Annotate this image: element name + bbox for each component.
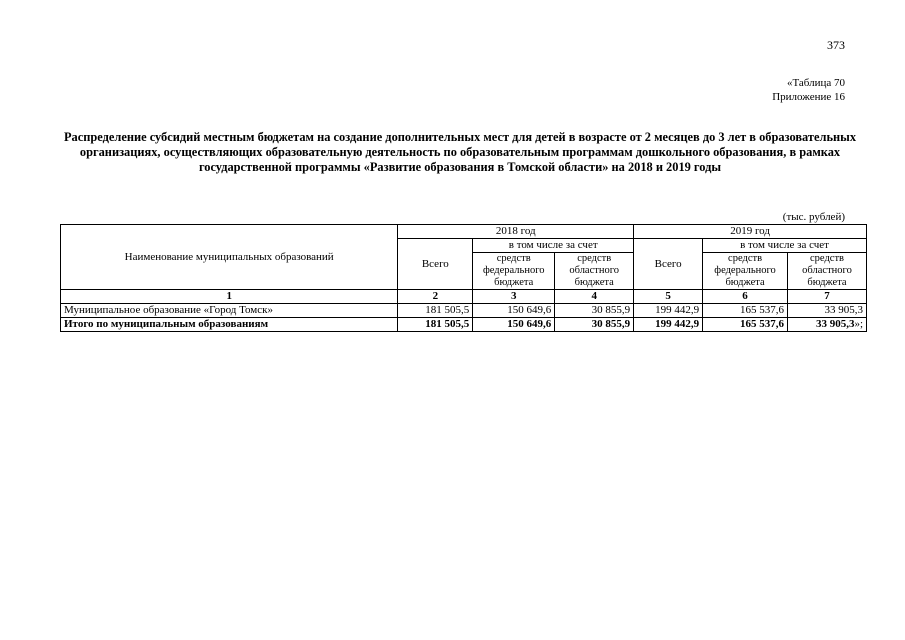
total-2018-regional: 30 855,9 — [555, 318, 634, 332]
column-number: 3 — [473, 290, 555, 304]
page-number: 373 — [827, 38, 845, 52]
row-2018-total: 181 505,5 — [398, 304, 473, 318]
header-including-2019: в том числе за счет — [703, 239, 867, 253]
total-2019-total: 199 442,9 — [634, 318, 703, 332]
column-number: 4 — [555, 290, 634, 304]
column-numbers-row — [61, 290, 867, 304]
row-2019-total: 199 442,9 — [634, 304, 703, 318]
header-including-2018: в том числе за счет — [473, 239, 634, 253]
header-year-2018: 2018 год — [398, 225, 634, 239]
annex-label — [772, 76, 845, 104]
table-row — [61, 304, 867, 318]
row-municipality-name: Муниципальное образование «Город Томск» — [61, 304, 398, 318]
total-2019-regional: 33 905,3 — [815, 318, 855, 330]
total-row-label: Итого по муниципальным образованиям — [61, 318, 398, 332]
row-2018-federal: 150 649,6 — [473, 304, 555, 318]
total-2018-federal: 150 649,6 — [473, 318, 555, 332]
total-2019-federal: 165 537,6 — [703, 318, 788, 332]
header-federal-2019: средств федерального бюджета — [703, 253, 788, 290]
column-number: 5 — [634, 290, 703, 304]
annex-appendix-label: Приложение 16 — [772, 91, 845, 103]
header-row-years — [61, 225, 867, 239]
header-regional-2019: средств областного бюджета — [788, 253, 867, 290]
header-federal-2018: средств федерального бюджета — [473, 253, 555, 290]
total-row — [61, 318, 867, 332]
column-number: 7 — [788, 290, 867, 304]
column-number: 1 — [61, 290, 398, 304]
document-title: Распределение субсидий местным бюджетам на создание дополнительных мест для детей в возрасте от 2 месяцев до 3 лет в образовательных организациях, осуществляющих образовательную деятельность по образовательным программам дошкольного образования, в рамках государственной программы «Развитие образования в Томской области» на 2018 и 2019 годы — [63, 130, 857, 174]
column-number: 2 — [398, 290, 473, 304]
row-2019-regional: 33 905,3 — [788, 304, 867, 318]
budget-table — [60, 224, 867, 332]
total-2019-regional-cell — [788, 318, 867, 332]
header-year-2019: 2019 год — [634, 225, 867, 239]
annex-table-label: «Таблица 70 — [786, 77, 845, 89]
units-label: (тыс. рублей) — [782, 211, 845, 223]
row-2018-regional: 30 855,9 — [555, 304, 634, 318]
total-2018-total: 181 505,5 — [398, 318, 473, 332]
header-total-2019: Всего — [634, 239, 703, 290]
row-2019-federal: 165 537,6 — [703, 304, 788, 318]
header-regional-2018: средств областного бюджета — [555, 253, 634, 290]
closing-quote: »; — [854, 318, 863, 330]
column-number: 6 — [703, 290, 788, 304]
header-municipality: Наименование муниципальных образований — [61, 225, 398, 290]
header-total-2018: Всего — [398, 239, 473, 290]
